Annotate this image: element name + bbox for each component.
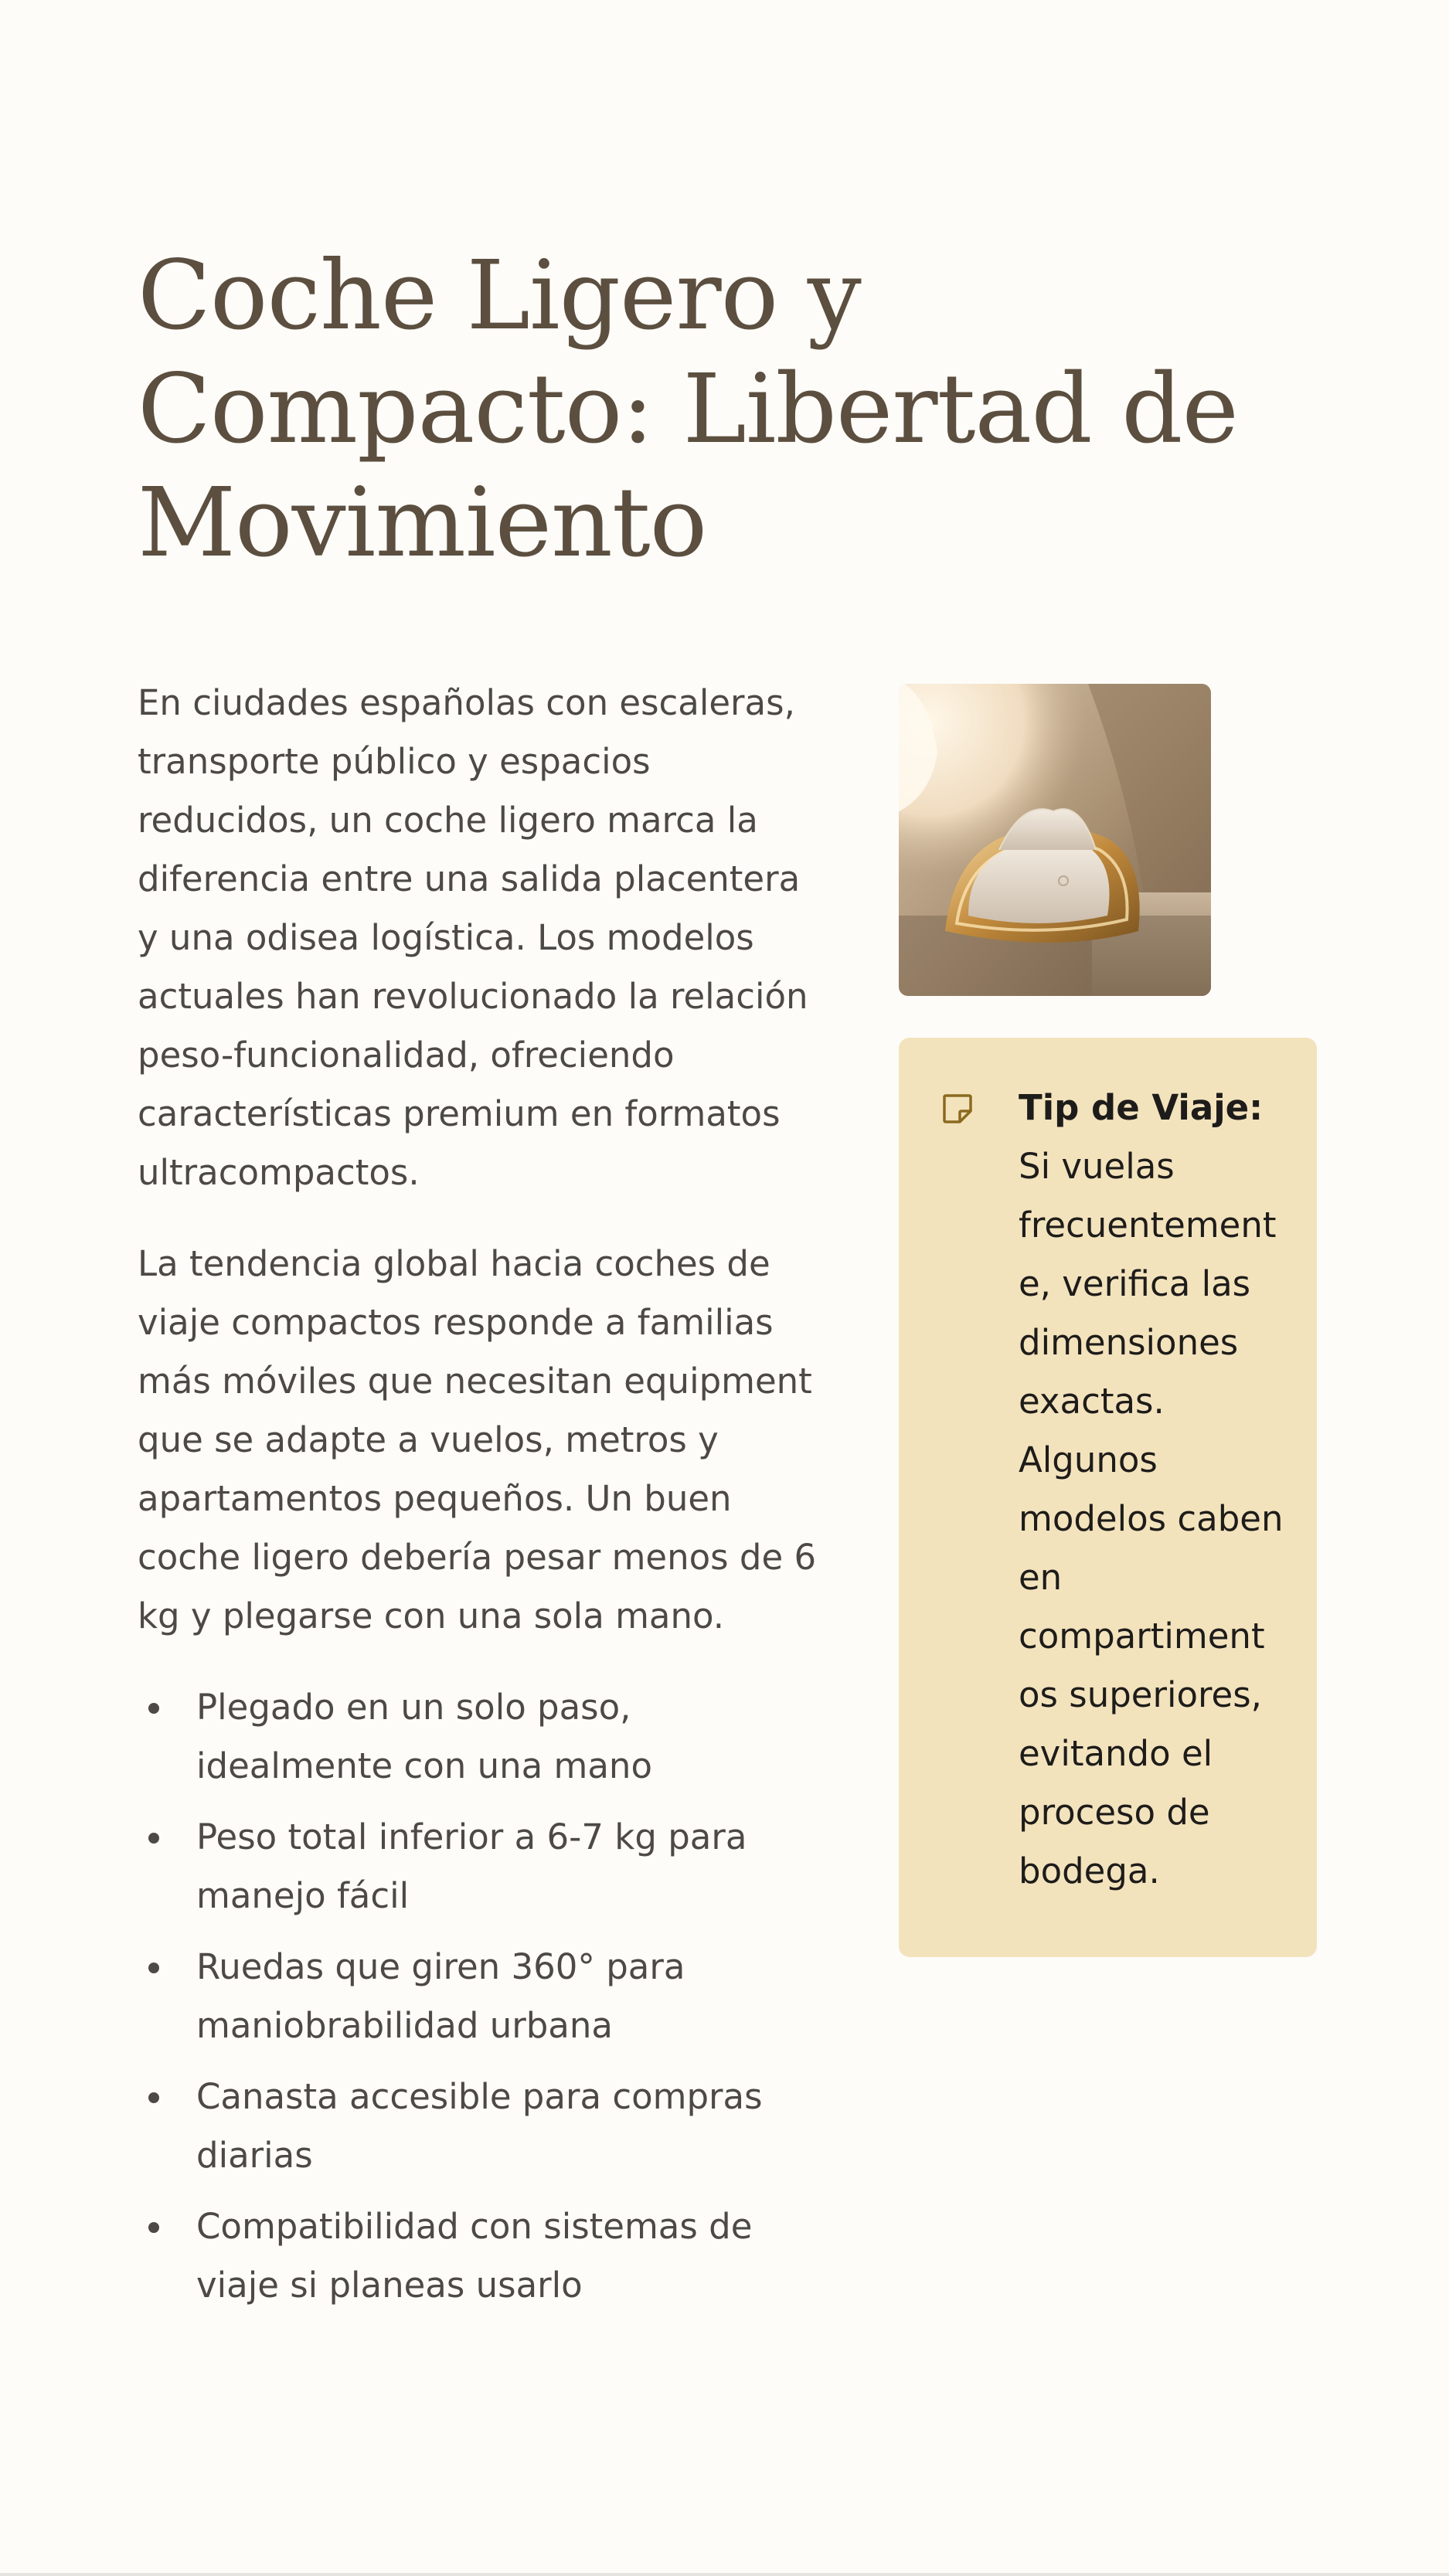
feature-list xyxy=(138,1678,818,2315)
list-item xyxy=(138,1938,818,2055)
list-item xyxy=(138,1808,818,1925)
article-title: Coche Ligero y Compacto: Libertad de Movimiento xyxy=(138,240,1238,579)
tip-text xyxy=(1019,1079,1285,1901)
stroller-illustration xyxy=(899,684,1211,996)
list-item-text: Ruedas que giren 360° para maniobrabilidad urbana xyxy=(196,1946,685,2046)
divider xyxy=(0,2573,1449,2576)
bullet-icon xyxy=(148,1703,159,1714)
intro-paragraph: En ciudades españolas con escaleras, transporte público y espacios reducidos, un coche ligero marca la diferencia entre una salida placentera y una odisea logística. Los modelos actuales han revolucionado la relación peso-funcionalidad, ofreciendo características premium en formatos ultracompactos. xyxy=(138,682,808,1193)
list-item-text: Compatibilidad con sistemas de viaje si planeas usarlo xyxy=(196,2206,753,2306)
bullet-icon xyxy=(148,2222,159,2233)
sticky-note-icon xyxy=(940,1092,975,1126)
list-item xyxy=(138,2197,818,2315)
bullet-icon xyxy=(148,1833,159,1844)
list-item-text: Peso total inferior a 6-7 kg para manejo fácil xyxy=(196,1816,747,1916)
list-item-text: Plegado en un solo paso, idealmente con una mano xyxy=(196,1687,652,1786)
tip-body: Si vuelas frecuentemente, verifica las dimensiones exactas. Algunos modelos caben en compartimentos superiores, evitando el proceso de bodega. xyxy=(1019,1146,1284,1891)
list-item xyxy=(138,1678,818,1796)
list-item xyxy=(138,2068,818,2185)
folded-stroller-photo xyxy=(899,684,1211,996)
travel-tip-box xyxy=(899,1038,1317,1957)
bullet-icon xyxy=(148,2092,159,2103)
article-body xyxy=(138,674,818,2327)
list-item-text: Canasta accesible para compras diarias xyxy=(196,2076,763,2176)
trend-paragraph: La tendencia global hacia coches de viaje compactos responde a familias más móviles que necesitan equipment que se adapte a vuelos, metros y apartamentos pequeños. Un buen coche ligero debería pesar menos de 6 kg y plegarse con una sola mano. xyxy=(138,1243,817,1636)
bullet-icon xyxy=(148,1963,159,1973)
tip-label: Tip de Viaje: xyxy=(1019,1087,1264,1128)
